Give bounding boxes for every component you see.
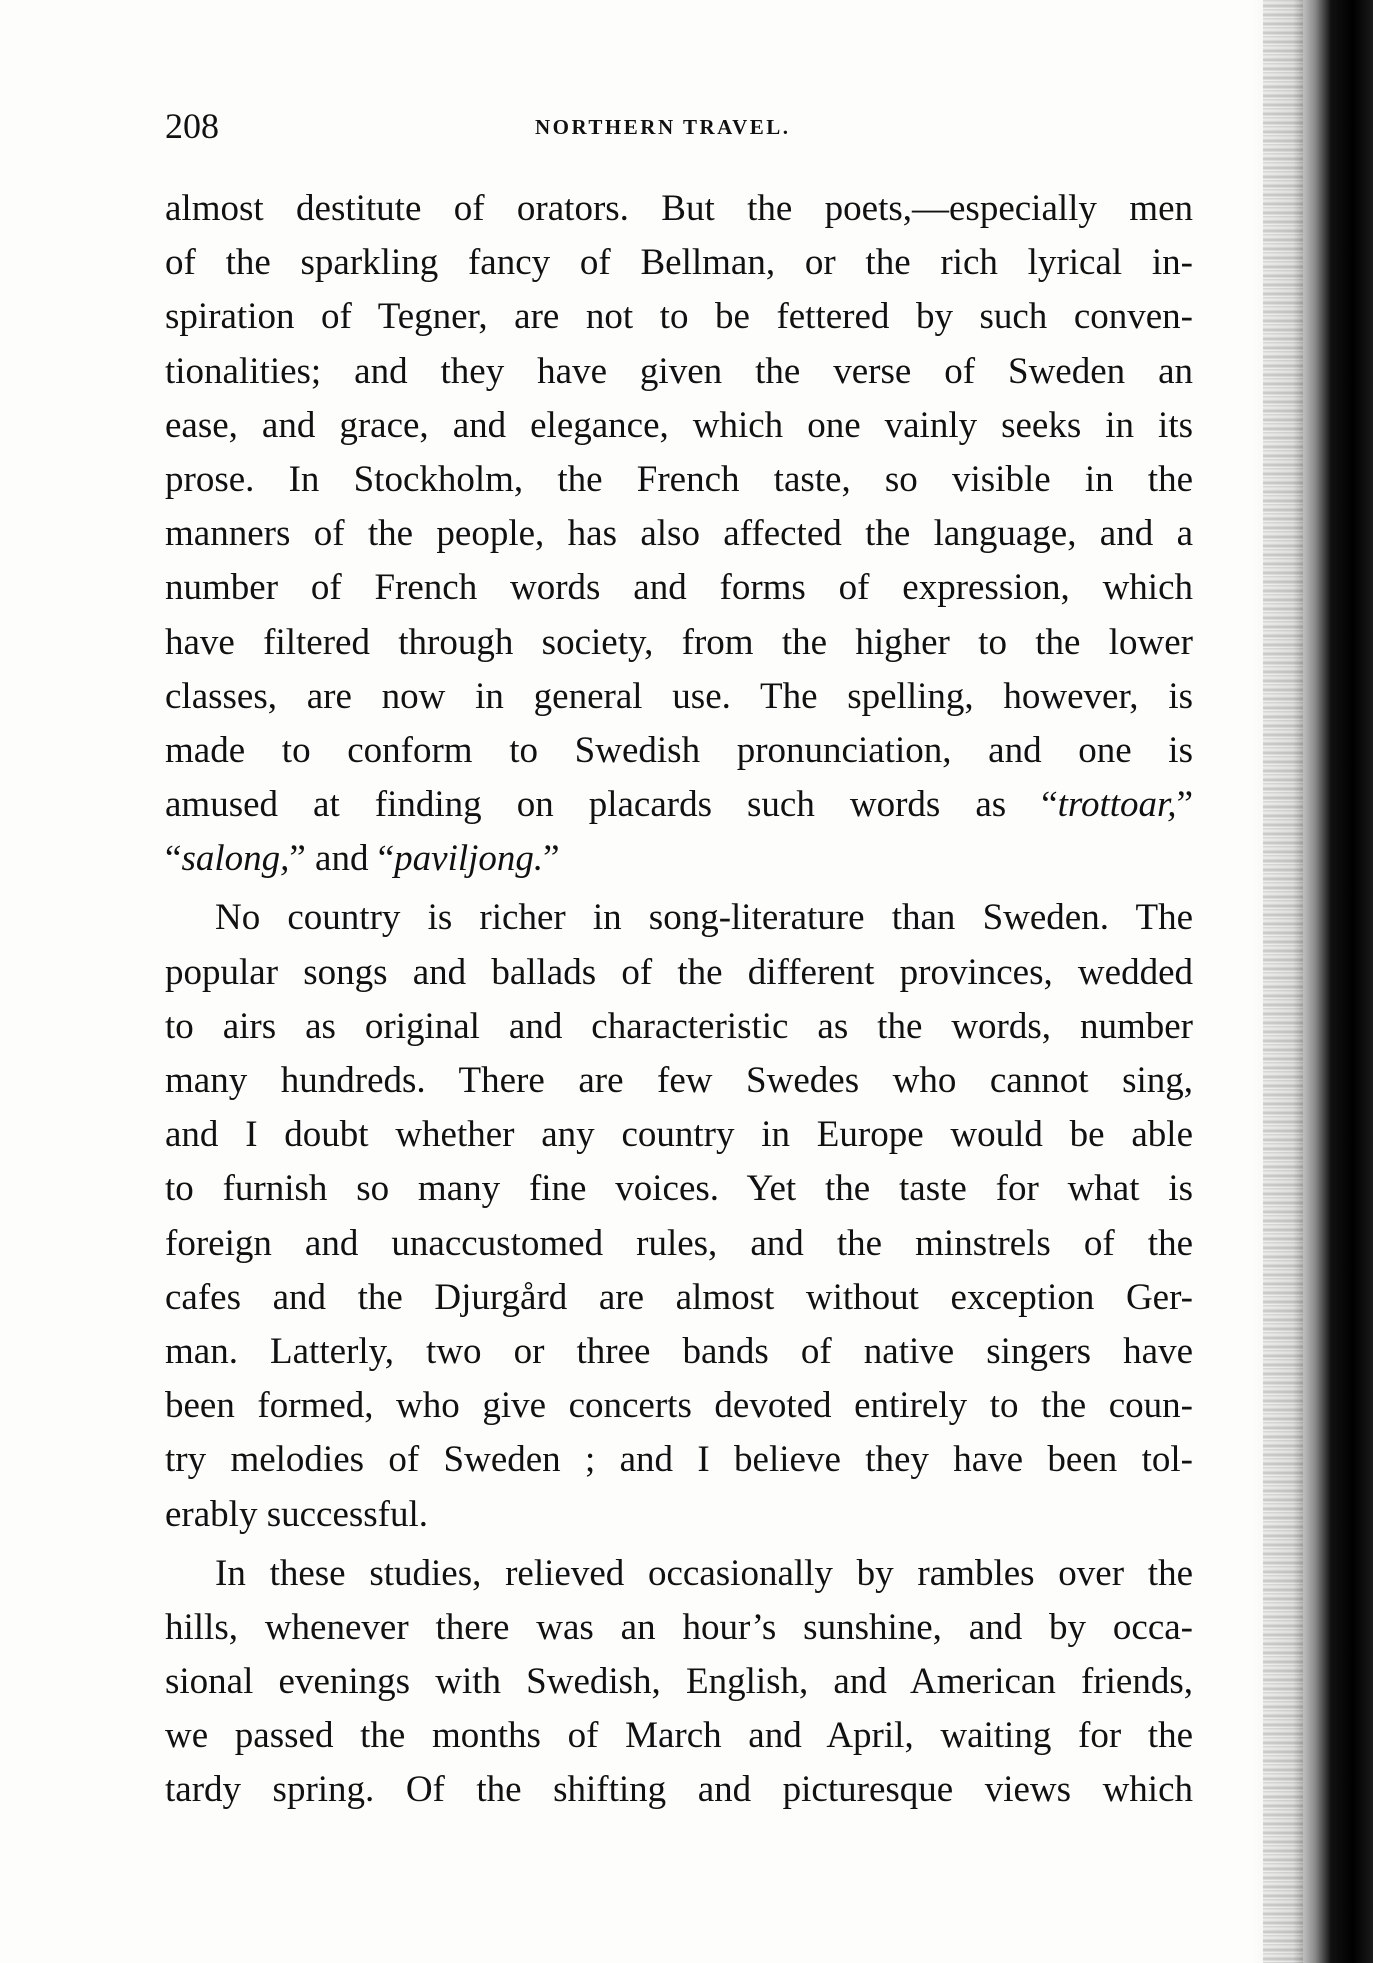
text-run: ” xyxy=(543,838,560,880)
text-line: ease, and grace, and elegance, which one vainly seeks in its xyxy=(165,404,1193,446)
text-line: tardy spring. Of the shifting and picturesque views which xyxy=(165,1769,1193,1811)
text-run: ” and “ xyxy=(289,838,395,880)
italic-word: paviljong. xyxy=(394,838,544,880)
text-run: ” xyxy=(1176,784,1193,826)
text-line: to furnish so many fine voices. Yet the taste for what is xyxy=(165,1168,1193,1210)
text-line: tionalities; and they have given the verse of Sweden an xyxy=(165,350,1193,392)
text-line: to airs as original and characteristic as the words, number xyxy=(165,1005,1193,1047)
text-line: we passed the months of March and April, waiting for the xyxy=(165,1715,1193,1757)
italic-word: salong, xyxy=(181,838,290,880)
text-line: classes, are now in general use. The spelling, however, is xyxy=(165,675,1193,717)
text-line: In these studies, relieved occasionally by rambles over the xyxy=(215,1552,1193,1594)
running-title: NORTHERN TRAVEL. xyxy=(535,115,791,139)
text-run: “ xyxy=(165,838,182,880)
text-line: hills, whenever there was an hour’s sunshine, and by occa- xyxy=(165,1606,1193,1648)
text-line: made to conform to Swedish pronunciation, and one is xyxy=(165,729,1193,771)
text-line: popular songs and ballads of the different provinces, wedded xyxy=(165,951,1193,993)
text-line: prose. In Stockholm, the French taste, so visible in the xyxy=(165,458,1193,500)
page-number: 208 xyxy=(165,106,219,146)
text-line: have filtered through society, from the higher to the lower xyxy=(165,621,1193,663)
text-line: sional evenings with Swedish, English, and American friends, xyxy=(165,1661,1193,1703)
text-line: foreign and unaccustomed rules, and the minstrels of the xyxy=(165,1222,1193,1264)
paragraph-1 xyxy=(165,182,1193,886)
text-line: almost destitute of orators. But the poets,—especially men xyxy=(165,188,1193,229)
text-line xyxy=(165,832,1193,886)
text-line: number of French words and forms of expression, which xyxy=(165,567,1193,609)
text-line xyxy=(165,778,1193,832)
text-line: erably successful. xyxy=(165,1493,429,1535)
text-line: manners of the people, has also affected the language, and a xyxy=(165,513,1193,555)
text-line: try melodies of Sweden ; and I believe they have been tol- xyxy=(165,1439,1193,1481)
binding-speckle xyxy=(1263,0,1303,1963)
text-line: man. Latterly, two or three bands of native singers have xyxy=(165,1330,1193,1372)
text-line: spiration of Tegner, are not to be fettered by such conven- xyxy=(165,296,1193,338)
text-line: of the sparkling fancy of Bellman, or the rich lyrical in- xyxy=(165,242,1193,284)
body-text xyxy=(165,182,1193,1818)
running-head xyxy=(165,105,1205,155)
italic-word: trottoar, xyxy=(1057,784,1177,826)
text-run: amused at finding on placards such words as “ xyxy=(165,784,1058,826)
paragraph-3 xyxy=(165,1547,1193,1818)
text-line: been formed, who give concerts devoted entirely to the coun- xyxy=(165,1385,1193,1427)
text-line: and I doubt whether any country in Europe would be able xyxy=(165,1114,1193,1156)
paragraph-2 xyxy=(165,891,1193,1541)
text-line: cafes and the Djurgård are almost without exception Ger- xyxy=(165,1276,1193,1318)
text-line: many hundreds. There are few Swedes who cannot sing, xyxy=(165,1060,1193,1101)
text-line: No country is richer in song-literature than Sweden. The xyxy=(215,897,1193,939)
